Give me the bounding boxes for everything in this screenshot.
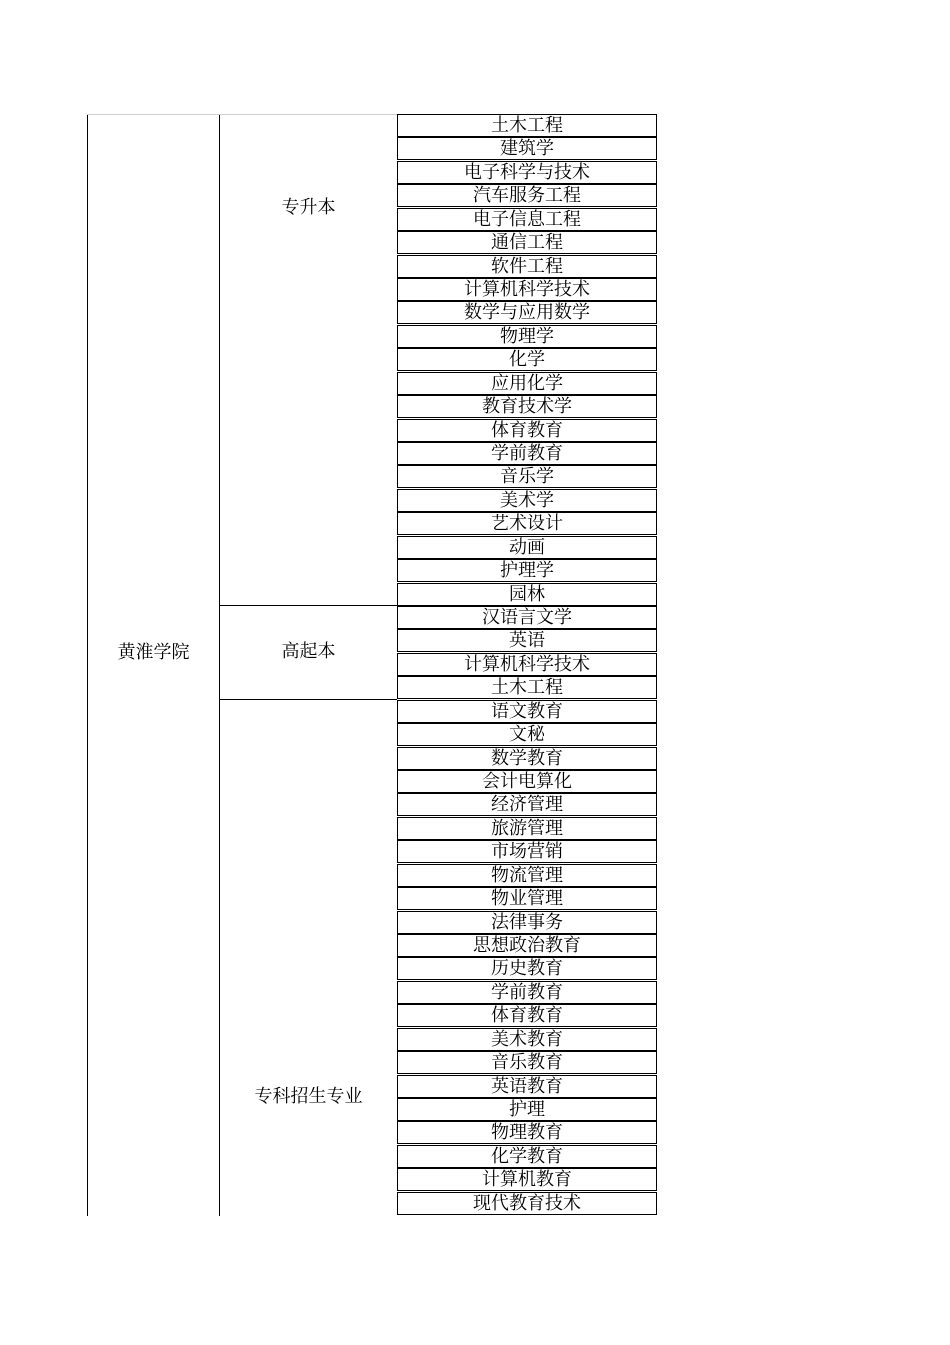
major-cell: 应用化学 (397, 372, 657, 395)
major-cell: 物理教育 (397, 1121, 657, 1144)
major-cell: 物理学 (397, 325, 657, 348)
major-cell: 汉语言文学 (397, 606, 657, 629)
major-cell: 历史教育 (397, 957, 657, 980)
major-cell: 数学教育 (397, 747, 657, 770)
major-cell: 法律事务 (397, 911, 657, 934)
group-name: 高起本 (281, 641, 336, 662)
major-cell: 物业管理 (397, 887, 657, 910)
major-cell: 美术教育 (397, 1028, 657, 1051)
major-cell: 软件工程 (397, 255, 657, 278)
major-cell: 护理 (397, 1098, 657, 1121)
major-cell: 计算机科学技术 (397, 278, 657, 301)
group-name: 专升本 (281, 197, 336, 218)
major-cell: 旅游管理 (397, 817, 657, 840)
major-cell: 动画 (397, 536, 657, 559)
major-cell: 物流管理 (397, 864, 657, 887)
major-cell: 音乐学 (397, 465, 657, 488)
column-border-left (87, 114, 88, 1216)
major-cell: 英语教育 (397, 1075, 657, 1098)
major-cell: 思想政治教育 (397, 934, 657, 957)
major-cell: 艺术设计 (397, 512, 657, 535)
major-cell: 计算机科学技术 (397, 653, 657, 676)
major-cell: 美术学 (397, 489, 657, 512)
column-border-institution (219, 114, 220, 1216)
major-cell: 电子信息工程 (397, 208, 657, 231)
major-cell: 计算机教育 (397, 1168, 657, 1191)
major-cell: 音乐教育 (397, 1051, 657, 1074)
group-name: 专科招生专业 (254, 1086, 363, 1107)
major-cell: 土木工程 (397, 114, 657, 137)
major-cell: 护理学 (397, 559, 657, 582)
major-cell: 现代教育技术 (397, 1192, 657, 1215)
major-cell: 教育技术学 (397, 395, 657, 418)
major-cell: 英语 (397, 629, 657, 652)
major-cell: 语文教育 (397, 700, 657, 723)
major-cell: 文秘 (397, 723, 657, 746)
major-cell: 土木工程 (397, 676, 657, 699)
group-separator (219, 699, 397, 700)
major-cell: 会计电算化 (397, 770, 657, 793)
group-separator (219, 605, 397, 606)
major-cell: 数学与应用数学 (397, 301, 657, 324)
major-cell: 市场营销 (397, 840, 657, 863)
top-border (87, 114, 397, 115)
major-cell: 体育教育 (397, 1004, 657, 1027)
major-cell: 学前教育 (397, 981, 657, 1004)
major-cell: 经济管理 (397, 793, 657, 816)
major-cell: 化学教育 (397, 1145, 657, 1168)
major-cell: 学前教育 (397, 442, 657, 465)
major-cell: 汽车服务工程 (397, 184, 657, 207)
major-cell: 通信工程 (397, 231, 657, 254)
major-cell: 园林 (397, 583, 657, 606)
major-cell: 电子科学与技术 (397, 161, 657, 184)
major-cell: 体育教育 (397, 419, 657, 442)
major-cell: 建筑学 (397, 137, 657, 160)
institution-name: 黄淮学院 (117, 642, 190, 663)
major-cell: 化学 (397, 348, 657, 371)
